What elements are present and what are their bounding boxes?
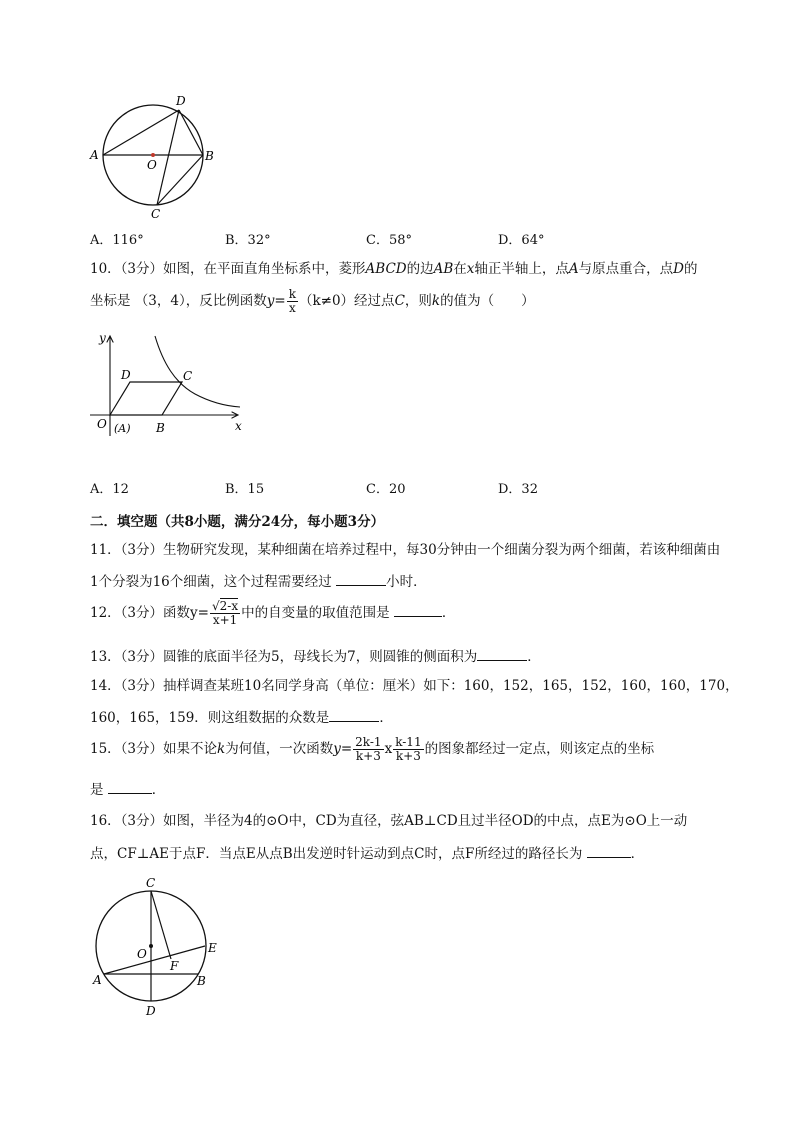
- fig3-label-D: D: [146, 1004, 156, 1018]
- fig2-label-C: C: [183, 369, 193, 383]
- q11-line1: 11．（3分）生物研究发现，某种细菌在培养过程中，每30分钟由一个细菌分裂为两个细菌，若该种细菌由: [90, 542, 721, 558]
- fig3-label-B: B: [197, 974, 206, 988]
- fig2-label-y: y: [99, 331, 106, 345]
- q9-options: [90, 229, 690, 247]
- q16-blank[interactable]: [587, 843, 631, 858]
- q11-line2: 1个分裂为16个细菌，这个过程需要经过 小时．: [90, 571, 427, 591]
- q15-line2: 是 ．: [90, 779, 165, 799]
- q12-fraction: $\frac{√2-x}{x+1}$: [211, 599, 239, 627]
- q11-blank[interactable]: [336, 571, 386, 586]
- q10-option-b: B．15: [225, 482, 265, 497]
- fig2-label-x: x: [235, 419, 242, 433]
- q10-option-c: C．20: [366, 482, 406, 497]
- fig3-label-C: C: [146, 876, 156, 890]
- q9-option-d: D．64°: [498, 233, 545, 248]
- q9-option-c: C．58°: [366, 233, 412, 248]
- q9-option-b: B．32°: [225, 233, 271, 248]
- q16-line1: 16．（3分）如图，半径为4的⊙O中，CD为直径，弦AB⊥CD且过半径OD的中点，点E为⊙O上一动: [90, 813, 688, 829]
- q9-option-a: A．116°: [90, 233, 144, 248]
- q15-fraction-1: $\frac{2k-1}{k+3}$: [355, 735, 382, 763]
- q14-line1: 14．（3分）抽样调查某班10名同学身高（单位：厘米）如下：160，152，165，152，160，160，170，: [90, 678, 739, 694]
- fig3-label-O: O: [137, 947, 147, 961]
- q10-line1: 10．（3分）如图，在平面直角坐标系中，菱形ABCD的边AB在x轴正半轴上，点A与原点重合，点D的: [90, 261, 698, 277]
- q10-fraction: $\frac{k}{x}$: [288, 287, 296, 315]
- q12-sqrt-num: √2-x: [211, 599, 239, 613]
- q16-line2: 点，CF⊥AE于点F．当点E从点B出发逆时针运动到点C时，点F所经过的路径长为 ．: [90, 843, 644, 863]
- q14-line2: 160，165，159．则这组数据的众数是 ．: [90, 707, 393, 727]
- q15-line1: 15．（3分）如果不论k为何值，一次函数y= $\frac{2k-1}{k+3}$ x $\frac{k-11}{k+3}$ 的图象都经过一定点，则该定点的坐标: [90, 735, 655, 763]
- q13-line: 13．（3分）圆锥的底面半径为5，母线长为7，则圆锥的侧面积为 ．: [90, 646, 541, 666]
- q10-option-a: A．12: [90, 482, 129, 497]
- fig2-label-A: (A): [114, 422, 131, 435]
- q14-blank[interactable]: [329, 707, 379, 722]
- fig2-label-O: O: [97, 417, 107, 431]
- figure-coordinate-rhombus: [85, 328, 250, 443]
- fig3-label-E: E: [208, 941, 217, 955]
- figure-circle-2: [85, 872, 230, 1022]
- q15-fraction-2: $\frac{k-11}{k+3}$: [395, 735, 422, 763]
- q10-line2: 坐标是 （3，4），反比例函数y= $\frac{k}{x}$ （k≠0）经过点C，则k的值为（ ）: [90, 287, 535, 315]
- q12-blank[interactable]: [394, 602, 442, 617]
- fig3-label-F: F: [170, 959, 179, 973]
- q10-option-d: D．32: [498, 482, 538, 497]
- fig1-label-B: B: [205, 149, 214, 163]
- fig3-label-A: A: [93, 973, 102, 987]
- q10-options: [90, 478, 690, 496]
- fig2-label-B: B: [156, 421, 165, 435]
- fig1-label-C: C: [151, 207, 161, 221]
- q13-blank[interactable]: [477, 646, 527, 661]
- section-2-heading: 二．填空题（共8小题，满分24分，每小题3分）: [90, 514, 385, 530]
- q15-blank[interactable]: [108, 779, 152, 794]
- figure-circle-1: [85, 90, 225, 225]
- fig1-label-D: D: [176, 94, 186, 108]
- fig2-label-D: D: [121, 368, 131, 382]
- fig1-label-A: A: [90, 148, 99, 162]
- q12-line: 12．（3分）函数y= $\frac{√2-x}{x+1}$ 中的自变量的取值范围是 ．: [90, 599, 456, 627]
- fig1-label-O: O: [147, 158, 157, 172]
